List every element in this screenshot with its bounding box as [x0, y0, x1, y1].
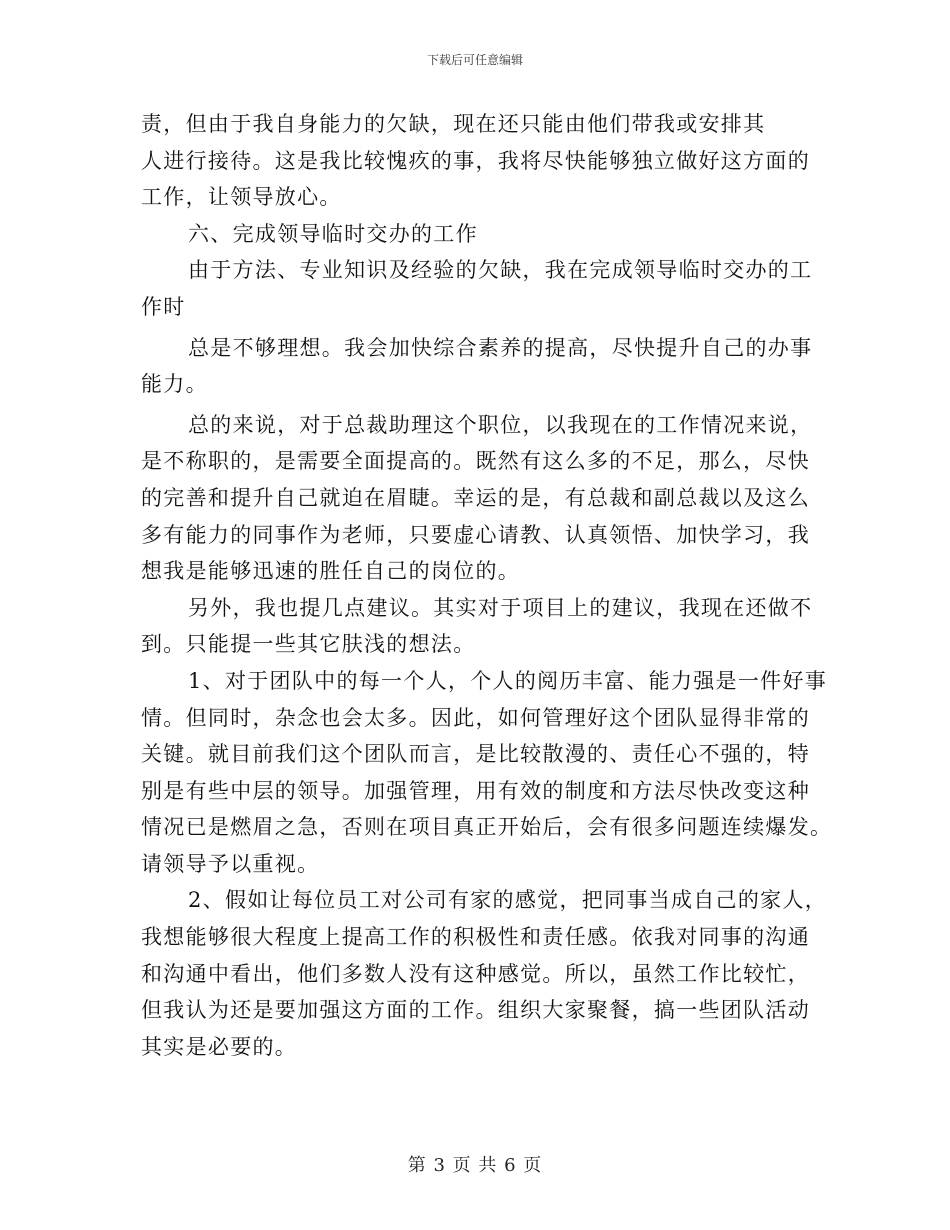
text-line: 2、假如让每位员工对公司有家的感觉，把同事当成自己的家人，: [188, 888, 828, 913]
text-line: 情。但同时，杂念也会太多。因此，如何管理好这个团队显得非常的: [141, 705, 810, 730]
text-line: 能力。: [141, 372, 208, 397]
text-line: 其实是必要的。: [141, 1034, 298, 1059]
text-line: 由于方法、专业知识及经验的欠缺，我在完成领导临时交办的工: [188, 258, 813, 283]
section-heading: 六、完成领导临时交办的工作: [188, 221, 478, 246]
text-line: 情况已是燃眉之急，否则在项目真正开始后，会有很多问题连续爆发。: [141, 815, 833, 840]
text-line: 人进行接待。这是我比较愧疚的事，我将尽快能够独立做好这方面的: [141, 148, 810, 173]
text-line: 但我认为还是要加强这方面的工作。组织大家聚餐，搞一些团队活动: [141, 998, 810, 1023]
text-line: 别是有些中层的领导。加强管理，用有效的制度和方法尽快改变这种: [141, 778, 810, 803]
text-line: 工作，让领导放心。: [141, 185, 342, 210]
text-line: 想我是能够迅速的胜任自己的岗位的。: [141, 559, 521, 584]
text-line: 的完善和提升自己就迫在眉睫。幸运的是，有总裁和副总裁以及这么: [141, 485, 810, 510]
text-line: 总是不够理想。我会加快综合素养的提高，尽快提升自己的办事: [188, 335, 813, 360]
text-line: 多有能力的同事作为老师，只要虚心请教、认真领悟、加快学习，我: [141, 522, 810, 547]
text-line: 责，但由于我自身能力的欠缺，现在还只能由他们带我或安排其: [141, 112, 766, 136]
text-line: 1、对于团队中的每一个人，个人的阅历丰富、能力强是一件好事: [188, 668, 828, 693]
page-number: 第 3 页 共 6 页: [407, 1155, 543, 1176]
text-line: 到。只能提一些其它肤浅的想法。: [141, 632, 476, 657]
text-line: 是不称职的，是需要全面提高的。既然有这么多的不足，那么，尽快: [141, 449, 810, 474]
page-header: 下载后可任意编辑: [426, 53, 523, 67]
text-line: 总的来说，对于总裁助理这个职位，以我现在的工作情况来说，: [188, 412, 813, 437]
text-line: 我想能够很大程度上提高工作的积极性和责任感。依我对同事的沟通: [141, 925, 810, 950]
document-body: [141, 106, 833, 1065]
text-line: 关键。就目前我们这个团队而言，是比较散漫的、责任心不强的，特: [141, 742, 810, 767]
text-line: 和沟通中看出，他们多数人没有这种感觉。所以，虽然工作比较忙，: [141, 961, 810, 986]
text-line: 另外，我也提几点建议。其实对于项目上的建议，我现在还做不: [188, 595, 813, 620]
text-line: 作时: [141, 294, 186, 319]
text-line: 请领导予以重视。: [141, 851, 320, 876]
